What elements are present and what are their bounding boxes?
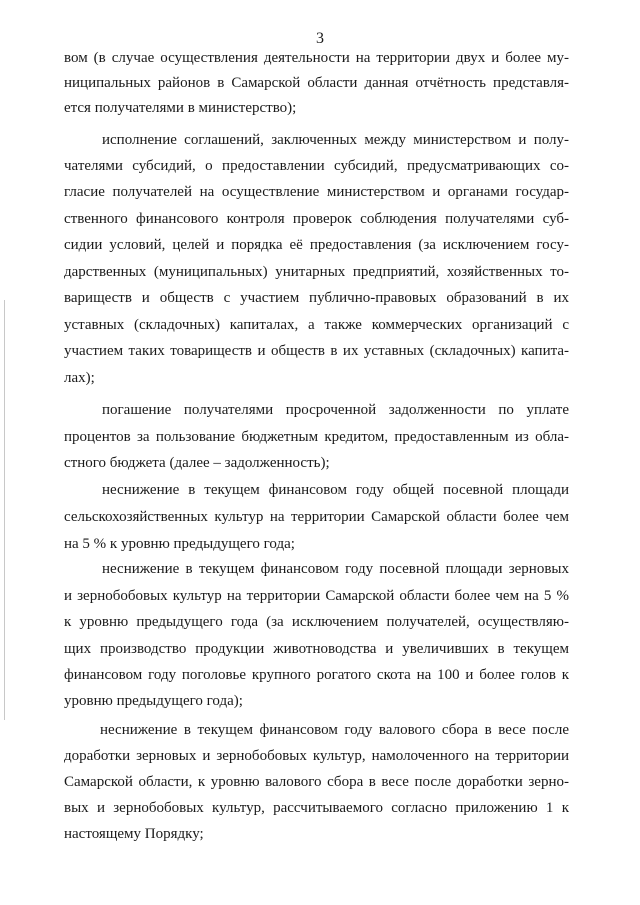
text-line: стного бюджета (далее – задолженность);: [64, 455, 330, 471]
text-line: исполнение соглашений, заключенных между министерством и полу-: [102, 132, 569, 148]
text-line: участием таких товариществ и обществ в их уставных (складочных) капита-: [64, 343, 569, 359]
text-line: Самарской области, к уровню валового сбора в весе после доработки зерно-: [64, 774, 569, 790]
text-line: доработки зерновых и зернобобовых культур, намолоченного на территории: [64, 748, 569, 764]
text-line: лах);: [64, 370, 95, 386]
text-line: щих производство продукции животноводства и увеличивших в текущем: [64, 641, 569, 657]
text-line: неснижение в текущем финансовом году валового сбора в весе после: [100, 722, 569, 738]
text-line: процентов за пользование бюджетным кредитом, предоставленным из обла-: [64, 429, 569, 445]
text-line: вых и зернобобовых культур, рассчитываемого согласно приложению 1 к: [64, 800, 569, 816]
text-line: ственного финансового контроля проверок соблюдения получателями суб-: [64, 211, 569, 227]
text-line: вом (в случае осуществления деятельности на территории двух и более му-: [64, 50, 569, 66]
text-line: настоящему Порядку;: [64, 826, 204, 842]
scan-edge-line: [4, 300, 5, 720]
text-line: дарственных (муниципальных) унитарных предприятий, хозяйственных то-: [64, 264, 569, 280]
text-line: ниципальных районов в Самарской области данная отчётность представля-: [64, 75, 569, 91]
text-line: уставных (складочных) капиталах, а также коммерческих организаций с: [64, 317, 569, 333]
text-line: ется получателями в министерство);: [64, 100, 297, 116]
text-line: и зернобобовых культур на территории Самарской области более чем на 5 %: [64, 588, 569, 604]
text-line: уровню предыдущего года);: [64, 693, 243, 709]
text-line: вариществ и обществ с участием публично-правовых образований в их: [64, 290, 569, 306]
text-line: неснижение в текущем финансовом году общей посевной площади: [102, 482, 569, 498]
text-line: к уровню предыдущего года (за исключением получателей, осуществляю-: [64, 614, 569, 630]
text-line: на 5 % к уровню предыдущего года;: [64, 536, 295, 552]
text-line: гласие получателей на осуществление министерством и органами государ-: [64, 184, 569, 200]
text-line: погашение получателями просроченной задолженности по уплате: [102, 402, 569, 418]
text-line: неснижение в текущем финансовом году посевной площади зерновых: [102, 561, 569, 577]
text-line: сельскохозяйственных культур на территории Самарской области более чем: [64, 509, 569, 525]
text-line: чателями субсидий, о предоставлении субсидий, предусматривающих со-: [64, 158, 569, 174]
text-line: финансовом году поголовье крупного рогатого скота на 100 и более голов к: [64, 667, 569, 683]
page-number: 3: [316, 30, 324, 47]
text-line: сидии условий, целей и порядка её предоставления (за исключением госу-: [64, 237, 569, 253]
